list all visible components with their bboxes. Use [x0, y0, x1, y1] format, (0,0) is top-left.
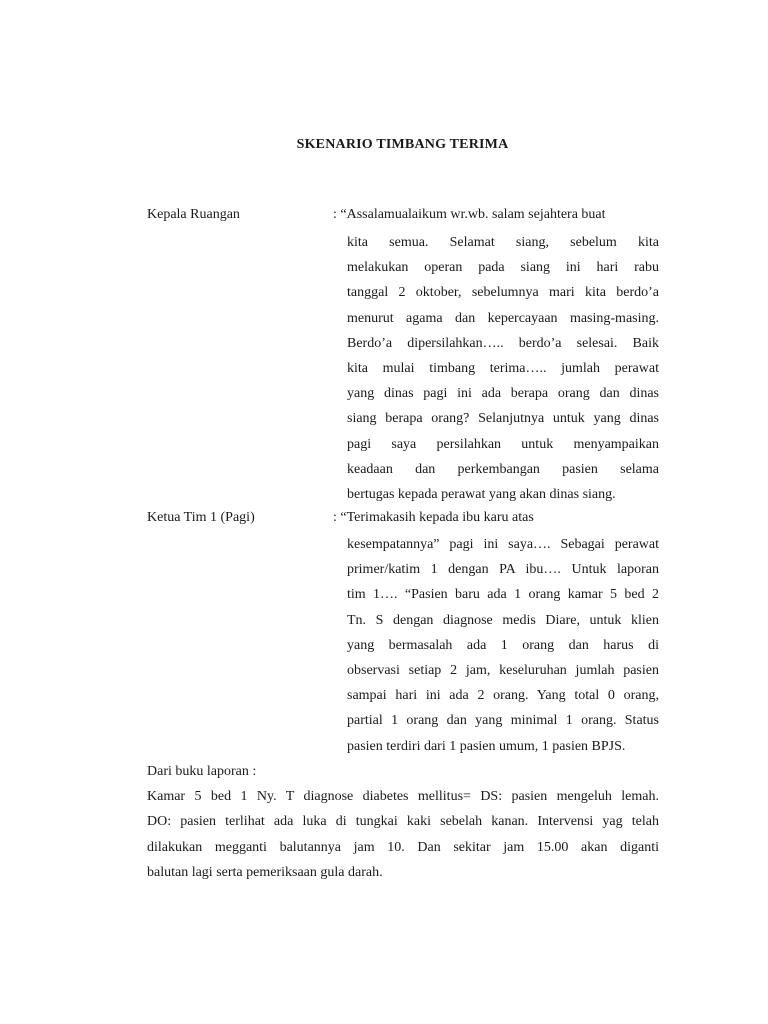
dialogue-line: kita mulai timbang terima….. jumlah perawat — [347, 360, 659, 376]
report-line: DO: pasien terlihat ada luka di tungkai kaki sebelah kanan. Intervensi yag telah — [147, 814, 659, 830]
dialogue-line: pagi saya persilahkan untuk menyampaikan — [347, 436, 659, 452]
dialogue-body — [347, 230, 659, 507]
speaker-kepala-ruangan: Kepala Ruangan — [147, 207, 240, 222]
dialogue-line: kita semua. Selamat siang, sebelum kita — [347, 235, 659, 250]
dialogue-line: kesempatannya” pagi ini saya…. Sebagai perawat — [347, 537, 659, 552]
dialogue-line: melakukan operan pada siang ini hari rabu — [347, 260, 659, 276]
dialogue-line: observasi setiap 2 jam, keseluruhan jumlah pasien — [347, 662, 659, 678]
report-section — [147, 759, 659, 885]
dialogue-line: pasien terdiri dari 1 pasien umum, 1 pasien BPJS. — [347, 738, 626, 754]
dialogue-line: yang bermasalah ada 1 orang dan harus di — [347, 637, 659, 653]
report-line: Kamar 5 bed 1 Ny. T diagnose diabetes mellitus= DS: pasien mengeluh lemah. — [147, 789, 659, 805]
dialogue-line: menurut agama dan kepercayaan masing-masing. — [347, 310, 659, 326]
report-line: balutan lagi serta pemeriksaan gula darah. — [147, 864, 383, 880]
dialogue-first-line: : “Terimakasih kepada ibu karu atas — [333, 510, 534, 525]
document-title: SKENARIO TIMBANG TERIMA — [296, 137, 509, 152]
report-line: dilakukan megganti balutannya jam 10. Dan sekitar jam 15.00 akan diganti — [147, 839, 659, 855]
dialogue-line: sampai hari ini ada 2 orang. Yang total 0 orang, — [347, 688, 659, 704]
dialogue-line: Tn. S dengan diagnose medis Diare, untuk klien — [347, 612, 659, 628]
dialogue-first-line: : “Assalamualaikum wr.wb. salam sejahtera buat — [333, 207, 606, 222]
dialogue-line: keadaan dan perkembangan pasien selama — [347, 461, 659, 477]
dialogue-line: bertugas kepada perawat yang akan dinas siang. — [347, 486, 616, 502]
dialogue-line: partial 1 orang dan yang minimal 1 orang. Status — [347, 713, 659, 729]
dialogue-line: siang berapa orang? Selanjutnya untuk yang dinas — [347, 411, 659, 427]
dialogue-line: primer/katim 1 dengan PA ibu…. Untuk laporan — [347, 562, 659, 578]
dialogue-line: Berdo’a dipersilahkan….. berdo’a selesai. Baik — [347, 335, 659, 351]
dialogue-line: tim 1…. “Pasien baru ada 1 orang kamar 5 bed 2 — [347, 587, 659, 603]
dialogue-line: yang dinas pagi ini ada berapa orang dan dinas — [347, 386, 659, 402]
dialogue-line: tanggal 2 oktober, sebelumnya mari kita berdo’a — [347, 285, 659, 301]
report-label: Dari buku laporan : — [147, 764, 257, 779]
speaker-ketua-tim: Ketua Tim 1 (Pagi) — [147, 510, 255, 525]
dialogue-body — [347, 532, 659, 759]
